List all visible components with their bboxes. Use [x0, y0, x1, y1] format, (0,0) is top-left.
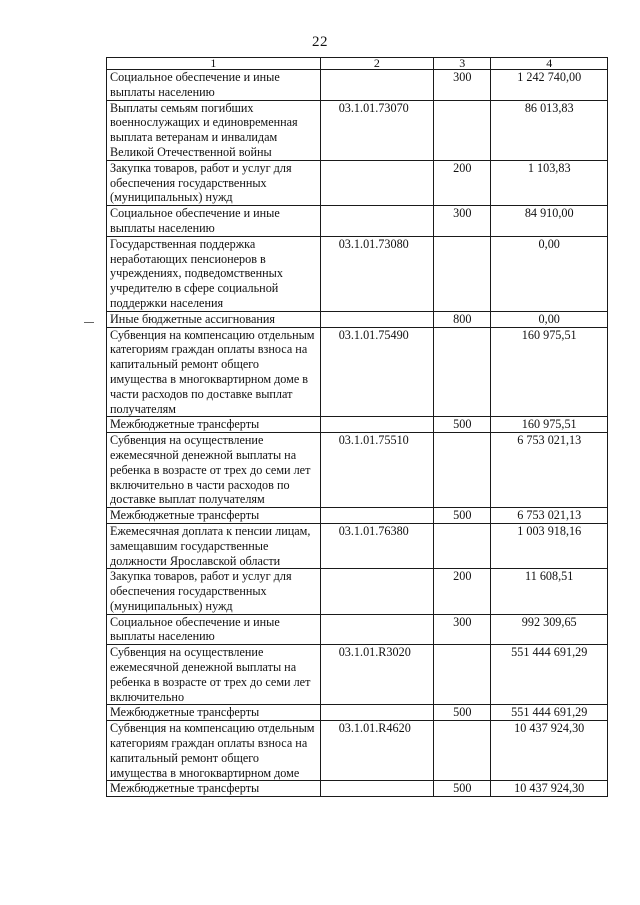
row-code: [320, 508, 433, 524]
row-code: [320, 160, 433, 205]
row-expense-type: [434, 100, 491, 160]
row-code: [320, 311, 433, 327]
row-expense-type: 300: [434, 206, 491, 237]
row-name: Социальное обеспечение и иные выплаты населению: [107, 206, 321, 237]
row-name: Социальное обеспечение и иные выплаты населению: [107, 70, 321, 101]
row-expense-type: 500: [434, 781, 491, 797]
row-code: [320, 569, 433, 614]
row-code: 03.1.01.76380: [320, 523, 433, 568]
row-code: [320, 705, 433, 721]
row-amount: 86 013,83: [491, 100, 608, 160]
table-row: [107, 236, 608, 311]
row-name: Выплаты семьям погибших военнослужащих и единовременная выплата ветеранам и инвалидам Великой Отечественной войны: [107, 100, 321, 160]
row-name: Субвенция на осуществление ежемесячной денежной выплаты на ребенка в возрасте от трех до семи лет включительно в части расходов по доставке выплат получателям: [107, 433, 321, 508]
column-header-1: 1: [107, 58, 321, 70]
row-code: 03.1.01.73070: [320, 100, 433, 160]
row-expense-type: 300: [434, 70, 491, 101]
row-code: 03.1.01.R4620: [320, 721, 433, 781]
row-amount: 551 444 691,29: [491, 705, 608, 721]
row-expense-type: 200: [434, 160, 491, 205]
row-amount: 6 753 021,13: [491, 508, 608, 524]
row-name: Субвенция на компенсацию отдельным категориям граждан оплаты взноса на капитальный ремонт общего имущества в многоквартирном доме: [107, 721, 321, 781]
column-header-3: 3: [434, 58, 491, 70]
row-amount: 6 753 021,13: [491, 433, 608, 508]
row-name: Государственная поддержка неработающих пенсионеров в учреждениях, подведомственных учредителю в сфере социальной поддержки населения: [107, 236, 321, 311]
table-header-row: [107, 58, 608, 70]
row-code: 03.1.01.75510: [320, 433, 433, 508]
row-amount: 992 309,65: [491, 614, 608, 645]
table-row: [107, 781, 608, 797]
row-amount: 1 242 740,00: [491, 70, 608, 101]
row-code: 03.1.01.75490: [320, 327, 433, 417]
row-name: Межбюджетные трансферты: [107, 508, 321, 524]
row-expense-type: [434, 645, 491, 705]
row-amount: 160 975,51: [491, 417, 608, 433]
row-expense-type: [434, 433, 491, 508]
column-header-4: 4: [491, 58, 608, 70]
row-expense-type: [434, 327, 491, 417]
row-name: Субвенция на осуществление ежемесячной денежной выплаты на ребенка в возрасте от трех до семи лет включительно: [107, 645, 321, 705]
row-expense-type: [434, 523, 491, 568]
row-expense-type: [434, 721, 491, 781]
table-row: [107, 614, 608, 645]
table-row: [107, 523, 608, 568]
table-row: [107, 508, 608, 524]
table-row: [107, 70, 608, 101]
page-number: 22: [312, 34, 328, 50]
row-name: Ежемесячная доплата к пенсии лицам, замещавшим государственные должности Ярославской области: [107, 523, 321, 568]
row-name: Закупка товаров, работ и услуг для обеспечения государственных (муниципальных) нужд: [107, 569, 321, 614]
row-amount: 0,00: [491, 311, 608, 327]
row-amount: 10 437 924,30: [491, 781, 608, 797]
row-expense-type: 300: [434, 614, 491, 645]
table-row: [107, 311, 608, 327]
row-code: [320, 206, 433, 237]
row-expense-type: 800: [434, 311, 491, 327]
table-row: [107, 433, 608, 508]
row-amount: 0,00: [491, 236, 608, 311]
row-expense-type: [434, 236, 491, 311]
row-amount: 551 444 691,29: [491, 645, 608, 705]
table-row: [107, 327, 608, 417]
row-code: [320, 781, 433, 797]
row-expense-type: 200: [434, 569, 491, 614]
table-row: [107, 645, 608, 705]
table-body: [107, 70, 608, 797]
row-name: Иные бюджетные ассигнования: [107, 311, 321, 327]
row-name: Межбюджетные трансферты: [107, 705, 321, 721]
table-row: [107, 569, 608, 614]
row-code: 03.1.01.73080: [320, 236, 433, 311]
row-name: Межбюджетные трансферты: [107, 417, 321, 433]
margin-mark: [84, 322, 94, 323]
row-name: Субвенция на компенсацию отдельным категориям граждан оплаты взноса на капитальный ремонт общего имущества в многоквартирном доме в части расходов по доставке выплат получателям: [107, 327, 321, 417]
table-row: [107, 417, 608, 433]
row-expense-type: 500: [434, 705, 491, 721]
row-name: Закупка товаров, работ и услуг для обеспечения государственных (муниципальных) нужд: [107, 160, 321, 205]
row-name: Межбюджетные трансферты: [107, 781, 321, 797]
row-amount: 1 103,83: [491, 160, 608, 205]
row-code: [320, 614, 433, 645]
row-name: Социальное обеспечение и иные выплаты населению: [107, 614, 321, 645]
table-row: [107, 721, 608, 781]
row-amount: 11 608,51: [491, 569, 608, 614]
row-amount: 160 975,51: [491, 327, 608, 417]
row-code: [320, 417, 433, 433]
table-row: [107, 705, 608, 721]
row-amount: 1 003 918,16: [491, 523, 608, 568]
column-header-2: 2: [320, 58, 433, 70]
row-amount: 84 910,00: [491, 206, 608, 237]
row-expense-type: 500: [434, 508, 491, 524]
row-code: [320, 70, 433, 101]
row-code: 03.1.01.R3020: [320, 645, 433, 705]
budget-table: [106, 57, 608, 797]
row-expense-type: 500: [434, 417, 491, 433]
table-row: [107, 160, 608, 205]
row-amount: 10 437 924,30: [491, 721, 608, 781]
table-row: [107, 206, 608, 237]
table-row: [107, 100, 608, 160]
